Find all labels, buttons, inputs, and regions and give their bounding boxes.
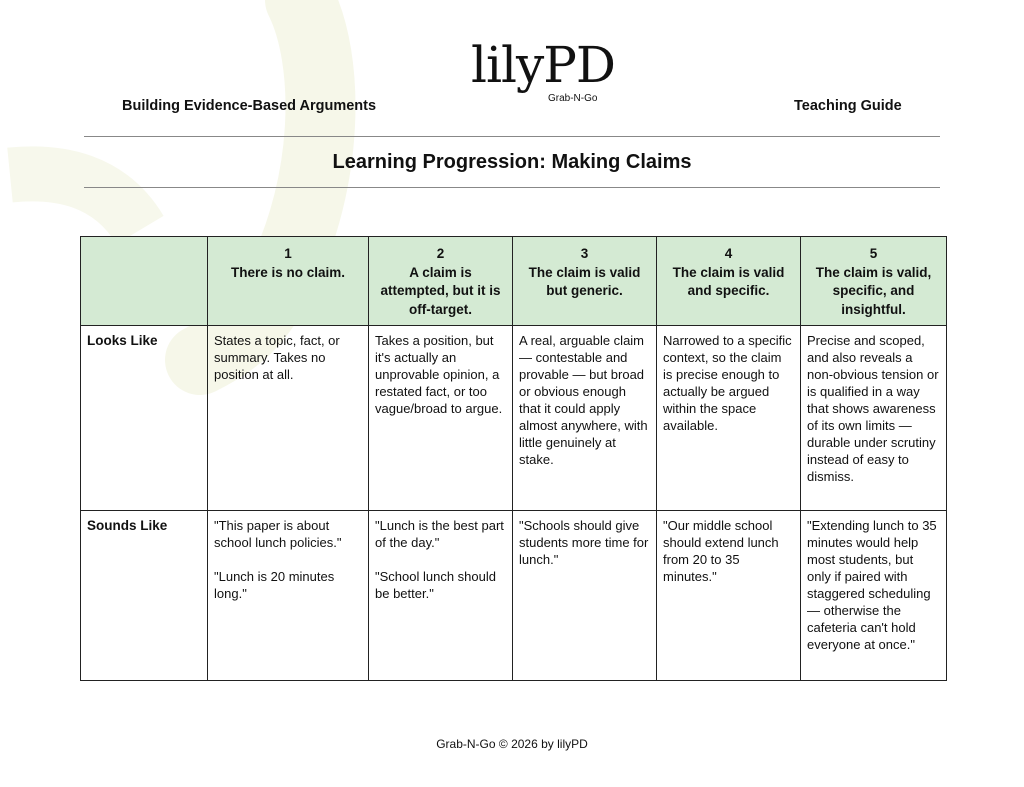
lilypd-logo: [458, 36, 628, 104]
level-label: There is no claim.: [230, 264, 346, 280]
title-divider: [84, 187, 940, 188]
level-header-5: [801, 237, 947, 326]
level-number: 3: [580, 246, 589, 261]
level-number: 4: [724, 246, 733, 261]
level-header-2: [369, 237, 513, 326]
document-type: Teaching Guide: [794, 98, 902, 114]
corner-cell: [81, 237, 208, 326]
level-number: 5: [869, 246, 878, 261]
level-label: The claim is valid but generic.: [528, 264, 641, 298]
logo-wordmark: lilyPD: [471, 36, 615, 94]
level-header-3: [513, 237, 657, 326]
course-title: Building Evidence-Based Arguments: [122, 98, 377, 114]
table-cell: Precise and scoped, and also reveals a non-obvious tension or is qualified in a way that shows awareness of its own limits — durable under scrutiny instead of easy to dismiss.: [801, 326, 947, 511]
table-cell: A real, arguable claim — contestable and provable — but broad or obvious enough that it could apply almost anywhere, with little genuinely at stake.: [513, 326, 657, 511]
level-number: 1: [284, 246, 292, 261]
table-cell: "Extending lunch to 35 minutes would help most students, but only if paired with staggered scheduling — otherwise the cafeteria can't hold everyone at once.": [801, 511, 947, 681]
table-row-sounds-like: [81, 511, 947, 681]
table-cell: Takes a position, but it's actually an unprovable opinion, a restated fact, or too vague/broad to argue.: [369, 326, 513, 511]
table-row-looks-like: [81, 326, 947, 511]
row-label: Looks Like: [81, 326, 208, 511]
page-title: Learning Progression: Making Claims: [332, 151, 692, 173]
table-cell: "Schools should give students more time for lunch.": [513, 511, 657, 681]
learning-progression-table: [80, 236, 947, 681]
level-label: A claim is attempted, but it is off-target.: [380, 264, 501, 317]
footer-copyright: Grab-N-Go © 2026 by lilyPD: [436, 737, 588, 751]
table-cell: "This paper is about school lunch policies." "Lunch is 20 minutes long.": [208, 511, 369, 681]
logo-subtext: Grab-N-Go: [548, 93, 598, 104]
level-header-1: [208, 237, 369, 326]
table-cell: "Lunch is the best part of the day." "School lunch should be better.": [369, 511, 513, 681]
level-label: The claim is valid, specific, and insightful.: [815, 264, 932, 317]
table-cell: States a topic, fact, or summary. Takes no position at all.: [208, 326, 369, 511]
level-label: The claim is valid and specific.: [672, 264, 785, 298]
table-cell: "Our middle school should extend lunch from 20 to 35 minutes.": [657, 511, 801, 681]
table-header-row: [81, 237, 947, 326]
top-divider: [84, 136, 940, 137]
level-number: 2: [436, 246, 445, 261]
table-cell: Narrowed to a specific context, so the claim is precise enough to actually be argued within the space available.: [657, 326, 801, 511]
row-label: Sounds Like: [81, 511, 208, 681]
level-header-4: [657, 237, 801, 326]
